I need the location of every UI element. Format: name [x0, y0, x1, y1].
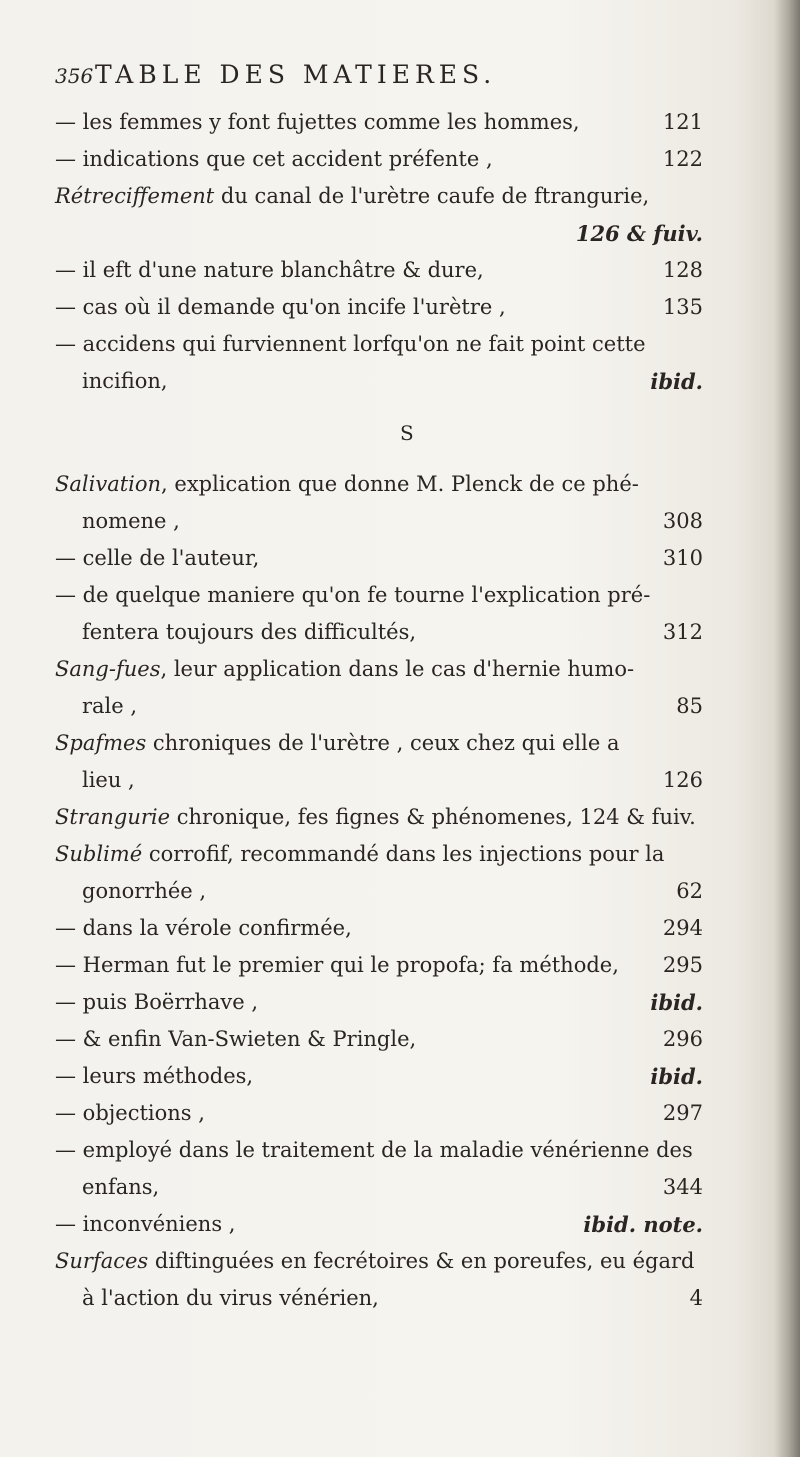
- index-entry: [55, 577, 703, 614]
- index-entry: [55, 252, 703, 289]
- entry-term: Sang-fues: [55, 657, 161, 681]
- entry-page: 126: [662, 768, 703, 792]
- index-entry: [55, 910, 703, 947]
- entry-text: — inconvéniens ,: [55, 1212, 236, 1236]
- index-entry-continuation: [55, 762, 703, 799]
- entry-page: 126 & fuiv.: [575, 221, 703, 246]
- entry-page: 296: [662, 1027, 703, 1051]
- entry-text: — & enfin Van-Swieten & Pringle,: [55, 1027, 417, 1051]
- entry-text: — les femmes y font fujettes comme les hommes,: [55, 110, 580, 134]
- index-entry: [55, 326, 703, 363]
- index-entry-continuation: [55, 503, 703, 540]
- entry-text: Salivation, explication que donne M. Plenck de ce phé-: [55, 472, 639, 496]
- index-entry: [55, 141, 703, 178]
- entry-text: — indications que cet accident préfente ,: [55, 147, 493, 171]
- index-entry: [55, 1021, 703, 1058]
- entry-page: 308: [662, 509, 703, 533]
- index-entry: [55, 651, 703, 688]
- section-letter: S: [400, 421, 414, 445]
- entry-term: Sublimé: [55, 842, 143, 866]
- entry-term: Salivation: [55, 472, 162, 496]
- running-header: [55, 60, 675, 100]
- entry-text: gonorrhée ,: [82, 879, 207, 903]
- entry-text: incifion,: [82, 369, 168, 393]
- entry-text: — objections ,: [55, 1101, 205, 1125]
- index-entry: [55, 836, 703, 873]
- entry-page: 62: [676, 879, 703, 903]
- entry-term: Surfaces: [55, 1249, 149, 1273]
- index-entry: [55, 104, 703, 141]
- entry-page: 135: [662, 295, 703, 319]
- entry-text: rale ,: [82, 694, 138, 718]
- index-entry: [55, 1243, 703, 1280]
- entry-page: 85: [676, 694, 703, 718]
- entry-text: — de quelque maniere qu'on fe tourne l'explication pré-: [55, 583, 651, 607]
- entry-term: Rétreciffement: [55, 184, 215, 208]
- index-entries: [55, 104, 703, 1317]
- entry-page: ibid. note.: [583, 1212, 703, 1237]
- index-entry-continuation: [55, 1280, 703, 1317]
- entry-page: 297: [662, 1101, 703, 1125]
- index-entry: [55, 289, 703, 326]
- entry-term: Strangurie: [55, 805, 171, 829]
- index-entry: [55, 1058, 703, 1095]
- entry-page: ibid.: [650, 369, 703, 394]
- entry-page: 312: [662, 620, 703, 644]
- entry-page: ibid.: [650, 1064, 703, 1089]
- index-entry-continuation: [55, 363, 703, 400]
- entry-text: — Herman fut le premier qui le propofa; fa méthode,: [55, 953, 619, 977]
- entry-page: 294: [662, 916, 703, 940]
- entry-text: Spafmes chroniques de l'urètre , ceux chez qui elle a: [55, 731, 620, 755]
- page-number: 356: [55, 64, 94, 88]
- entry-text: — employé dans le traitement de la maladie vénérienne des: [55, 1138, 693, 1162]
- entry-text: — leurs méthodes,: [55, 1064, 254, 1088]
- entry-term: Spafmes: [55, 731, 147, 755]
- entry-page: 295: [662, 953, 703, 977]
- entry-page: 310: [662, 546, 703, 570]
- entry-text: — celle de l'auteur,: [55, 546, 260, 570]
- running-title: TABLE DES MATIERES.: [95, 60, 497, 89]
- entry-text: — dans la vérole confirmée,: [55, 916, 352, 940]
- index-entry: [55, 725, 703, 762]
- index-entry: [55, 178, 703, 215]
- index-entry: [55, 466, 703, 503]
- entry-text: — accidens qui furviennent lorfqu'on ne fait point cette: [55, 332, 646, 356]
- index-entry-continuation: [55, 215, 703, 252]
- entry-text: Rétreciffement du canal de l'urètre caufe de ftrangurie,: [55, 184, 650, 208]
- page-edge-shadow: [774, 0, 800, 1457]
- entry-page: 344: [662, 1175, 703, 1199]
- index-entry: [55, 799, 703, 836]
- index-entry: [55, 540, 703, 577]
- entry-page: 121: [662, 110, 703, 134]
- entry-page: ibid.: [650, 990, 703, 1015]
- entry-text: Sang-fues, leur application dans le cas d'hernie humo-: [55, 657, 635, 681]
- entry-text: fentera toujours des difficultés,: [82, 620, 417, 644]
- index-entry: [55, 947, 703, 984]
- entry-page: 4: [689, 1286, 703, 1310]
- entry-text: lieu ,: [82, 768, 135, 792]
- index-entry: [55, 1206, 703, 1243]
- index-entry: [55, 984, 703, 1021]
- entry-text: enfans,: [82, 1175, 160, 1199]
- index-entry: [55, 1095, 703, 1132]
- index-entry-continuation: [55, 614, 703, 651]
- entry-text: Surfaces diftinguées en fecrétoires & en poreufes, eu égard: [55, 1249, 695, 1273]
- entry-text: Sublimé corrofif, recommandé dans les injections pour la: [55, 842, 665, 866]
- entry-text: nomene ,: [82, 509, 180, 533]
- entry-text: Strangurie chronique, fes fignes & phénomenes, 124 & fuiv.: [55, 805, 696, 829]
- entry-text: à l'action du virus vénérien,: [82, 1286, 379, 1310]
- entry-text: — puis Boërrhave ,: [55, 990, 259, 1014]
- entry-text: — il eft d'une nature blanchâtre & dure,: [55, 258, 484, 282]
- entry-text: — cas où il demande qu'on incife l'urètre ,: [55, 295, 506, 319]
- index-entry: [55, 1132, 703, 1169]
- index-entry-continuation: [55, 688, 703, 725]
- entry-page: 128: [662, 258, 703, 282]
- entry-page: 122: [662, 147, 703, 171]
- index-entry-continuation: [55, 873, 703, 910]
- index-entry-continuation: [55, 1169, 703, 1206]
